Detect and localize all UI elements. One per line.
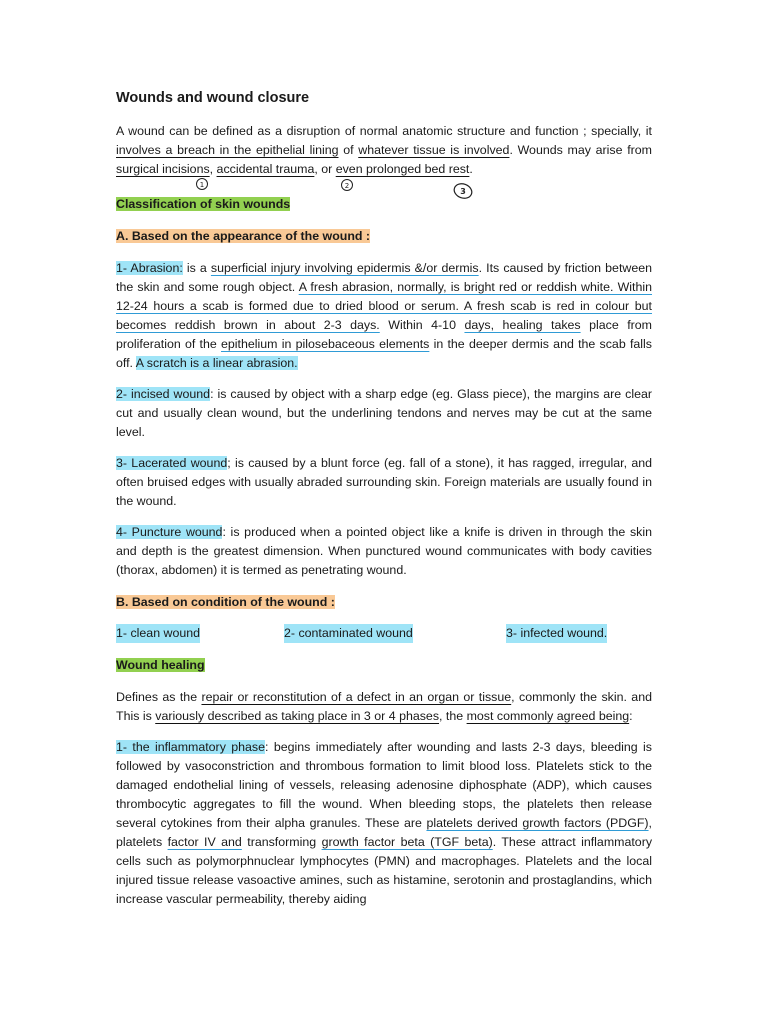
inflammatory-underline: factor IV and <box>167 835 242 849</box>
intro-text: , <box>209 162 217 176</box>
abrasion-text: . Its caused by friction between the skin and some rough object. <box>116 261 653 294</box>
intro-underline: accidental trauma <box>216 162 315 176</box>
abrasion-label: 1- Abrasion: <box>116 261 183 275</box>
healing-text: : <box>629 709 633 723</box>
intro-underline: involves a breach in the epithelial lining <box>116 143 339 157</box>
intro-underline: even prolonged bed rest <box>335 162 470 176</box>
handwritten-mark-2 <box>339 177 355 193</box>
abrasion-underline: days, healing takes <box>464 318 581 332</box>
incised-text: : is caused by object with a sharp edge (eg. Glass piece), the margins are clear cut and usually clean wound, but the underlining tendons and nerves may be cut at the same level. <box>116 387 653 439</box>
inflammatory-text: . These attract inflammatory cells such as polymorphnuclear lymphocytes (PMN) and macrophages. Platelets and the local injured tissue release vasoactive amines, such as histamine, serotonin and prostaglandins, which increase vascular permeability, thereby aiding <box>116 835 653 906</box>
inflammatory-paragraph <box>116 738 652 909</box>
healing-underline: variously described as taking place in 3 or 4 phases <box>155 709 440 723</box>
abrasion-underline: superficial injury involving epidermis &/or dermis <box>210 261 479 275</box>
intro-paragraph <box>116 122 652 179</box>
intro-text: . <box>469 162 473 176</box>
inflammatory-underline: growth factor beta (TGF beta) <box>321 835 493 849</box>
condition-clean: 1- clean wound <box>116 624 200 643</box>
healing-paragraph <box>116 688 652 726</box>
inflammatory-label: 1- the inflammatory phase <box>116 740 266 754</box>
document-body <box>116 88 652 909</box>
inflammatory-text: , platelets <box>116 816 652 849</box>
puncture-paragraph <box>116 523 652 580</box>
abrasion-text: Within 4-10 <box>379 318 465 332</box>
healing-text: , commonly the skin. and This is <box>116 690 652 723</box>
healing-underline: most commonly agreed being <box>466 709 630 723</box>
healing-text: , the <box>439 709 467 723</box>
abrasion-underline: epithelium in pilosebaceous elements <box>221 337 430 351</box>
intro-text: A wound can be defined as a disruption of normal anatomic structure and function ; specially, it <box>116 124 652 138</box>
section-b-heading: B. Based on condition of the wound : <box>116 595 335 609</box>
abrasion-text: in the deeper dermis and the scab falls off. <box>116 337 652 370</box>
abrasion-text: place from proliferation of the <box>116 318 652 351</box>
lacerated-paragraph <box>116 454 652 511</box>
intro-underline: whatever tissue is involved <box>358 143 510 157</box>
incised-label: 2- incised wound <box>116 387 211 401</box>
intro-text: , or <box>314 162 336 176</box>
condition-infected: 3- infected wound. <box>506 624 607 643</box>
inflammatory-text: : begins immediately after wounding and lasts 2-3 days, bleeding is followed by vasoconstriction and thrombous formation to limit blood loss. Platelets stick to the damaged endothelial lining of vessels, releasing adenosine diphosphate (ADP), which causes thrombocytic aggregates to fill the wound. When bleeding stops, the platelets then release several cytokines from their alpha granules. These are <box>116 740 652 830</box>
handwritten-mark-1 <box>194 176 210 192</box>
intro-text: of <box>338 143 359 157</box>
section-a-heading: A. Based on the appearance of the wound : <box>116 229 371 243</box>
abrasion-paragraph <box>116 259 652 373</box>
healing-text: Defines as the <box>116 690 202 704</box>
condition-contaminated: 2- contaminated wound <box>284 624 413 643</box>
inflammatory-underline: platelets derived growth factors (PDGF) <box>426 816 649 830</box>
healing-underline: repair or reconstitution of a defect in an organ or tissue <box>201 690 512 704</box>
handwritten-mark-3 <box>451 181 475 201</box>
wound-conditions-row <box>116 624 652 643</box>
intro-underline: surgical incisions <box>116 162 210 176</box>
incised-paragraph <box>116 385 652 442</box>
page-title: Wounds and wound closure <box>116 90 310 106</box>
lacerated-label: 3- Lacerated wound <box>116 456 228 470</box>
abrasion-underline: A fresh abrasion, normally, is bright red or reddish white. Within 12-24 hours a scab is formed due to dried blood or serum. A fresh scab is red in colour but becomes reddish brown in about 2-3 days. <box>116 280 652 332</box>
abrasion-highlight: A scratch is a linear abrasion. <box>135 356 298 370</box>
abrasion-text: is a <box>182 261 211 275</box>
puncture-text: : is produced when a pointed object like a knife is driven in through the skin and depth is the greatest dimension. When punctured wound communicates with body cavities (thorax, abdomen) it is termed as penetrating wound. <box>116 525 652 577</box>
mark-2-label: 2 <box>344 182 350 190</box>
mark-1-label: 1 <box>199 181 205 189</box>
intro-text: . Wounds may arise from <box>509 143 652 157</box>
classification-heading: Classification of skin wounds <box>116 197 291 211</box>
mark-3-label: 3 <box>460 187 466 196</box>
inflammatory-text: transforming <box>241 835 322 849</box>
puncture-label: 4- Puncture wound <box>116 525 223 539</box>
lacerated-text: ; is caused by a blunt force (eg. fall of a stone), it has ragged, irregular, and often bruised edges with usually abraded surrounding skin. Foreign materials are usually found in the wound. <box>116 456 652 508</box>
wound-healing-heading: Wound healing <box>116 658 205 672</box>
